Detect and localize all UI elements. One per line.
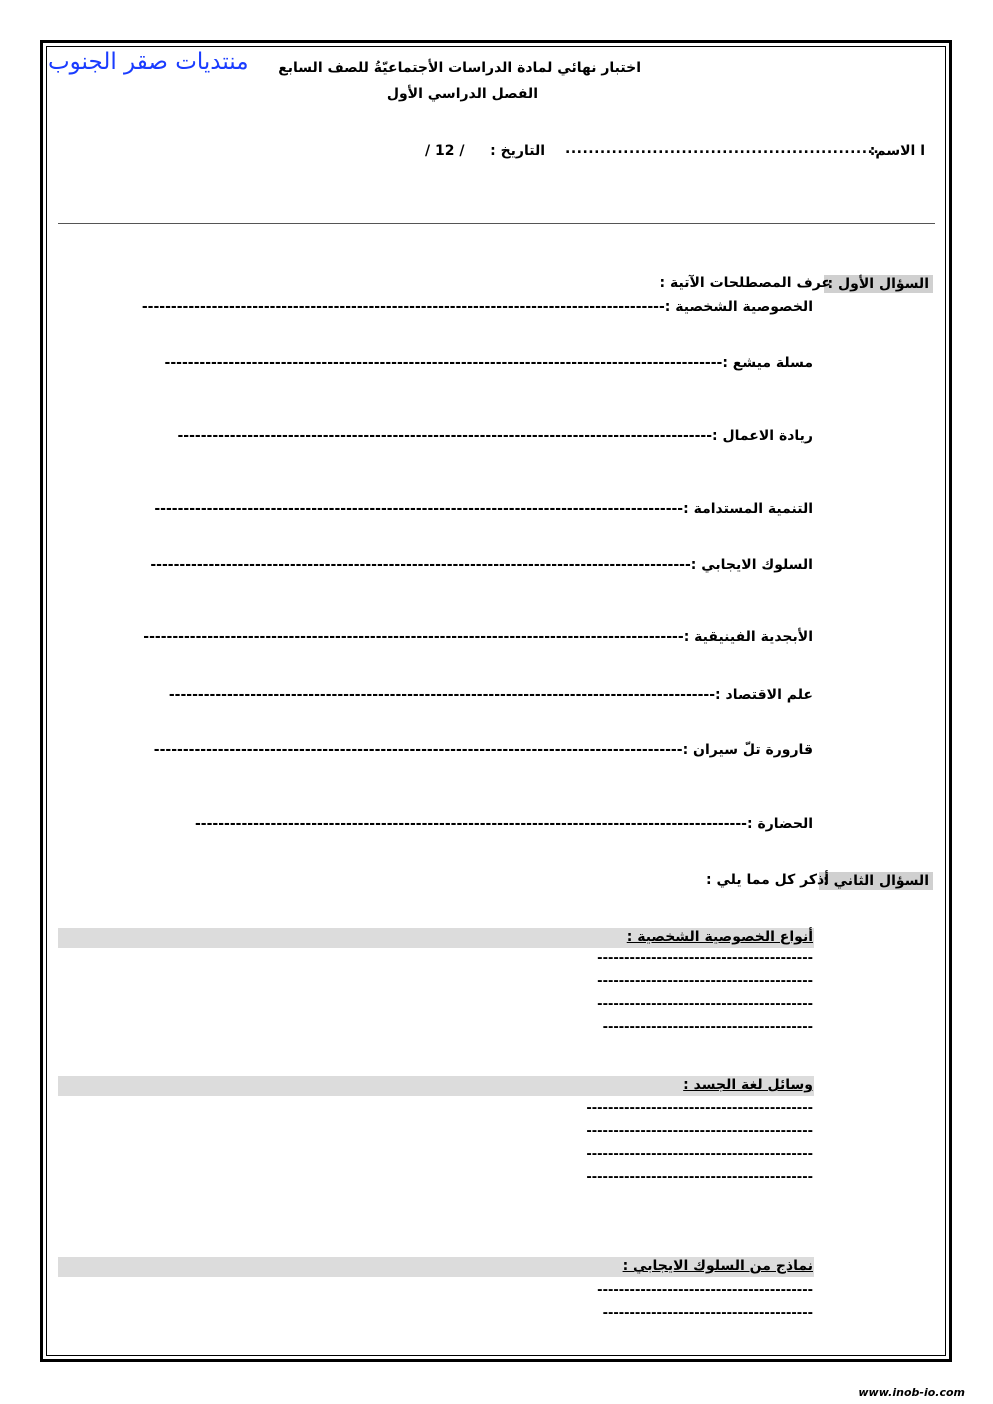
section-heading: أنواع الخصوصية الشخصية :	[626, 929, 813, 945]
section-heading: وسائل لغة الجسد :	[683, 1077, 813, 1093]
answer-dashes: ------------------------------------------------------------------------------------------	[141, 299, 665, 315]
term-row	[195, 816, 813, 832]
term-row	[143, 629, 813, 645]
date-label: التاريخ :	[490, 143, 545, 159]
term-row	[169, 687, 813, 703]
term-label: ريادة الاعمال :	[712, 428, 813, 444]
answer-line: ----------------------------------------	[597, 997, 813, 1012]
term-row	[142, 299, 813, 315]
answer-line: ----------------------------------------	[597, 951, 813, 966]
section-heading: نماذج من السلوك الايجابي :	[622, 1258, 813, 1274]
answer-line: ---------------------------------------	[602, 1020, 813, 1035]
term-label: الخصوصية الشخصية :	[664, 299, 813, 315]
date-value: / 12 /	[425, 143, 465, 159]
answer-line: ------------------------------------------	[586, 1147, 813, 1162]
name-field-dots: ......................................................	[565, 141, 880, 157]
answer-line: ----------------------------------------	[597, 974, 813, 989]
term-label: الأبجدية الفينيقية :	[683, 629, 813, 645]
answer-dashes: ------------------------------------------------------------------------------------------------	[164, 355, 723, 371]
answer-line: ------------------------------------------	[586, 1124, 813, 1139]
footer-url: www.inob-io.com	[858, 1386, 965, 1399]
term-label: السلوك الايجابي :	[690, 557, 813, 573]
question2-instruction: أذكر كل مما يلي :	[705, 872, 829, 888]
answer-dashes: -------------------------------------------------------------------------------------------	[153, 742, 683, 758]
answer-line: ----------------------------------------	[597, 1283, 813, 1298]
question2-label: السؤال الثاني :	[819, 872, 933, 890]
question1-label: السؤال الأول :	[824, 275, 933, 293]
answer-dashes: ---------------------------------------------------------------------------------------------	[150, 557, 691, 573]
term-row	[150, 557, 813, 573]
forum-watermark: منتديات صقر الجنوب	[48, 49, 249, 75]
exam-title: اختبار نهائي لمادة الدراسات الأجتماعيّةُ للصف السابع	[278, 60, 641, 76]
term-label: قارورة تلّ سيران :	[682, 742, 813, 758]
name-label: ا الاسم:	[869, 143, 925, 159]
term-row	[165, 355, 813, 371]
answer-dashes: ----------------------------------------------------------------------------------------------	[168, 687, 716, 703]
answer-line: ------------------------------------------	[586, 1101, 813, 1116]
answer-dashes: -----------------------------------------------------------------------------------------------	[194, 816, 747, 832]
term-label: الحضارة :	[747, 816, 813, 832]
term-row	[154, 742, 813, 758]
answer-line: ---------------------------------------	[602, 1306, 813, 1321]
answer-dashes: --------------------------------------------------------------------------------------------	[177, 428, 713, 444]
term-label: التنمية المستدامة :	[683, 501, 813, 517]
term-row	[177, 428, 813, 444]
answer-line: ------------------------------------------	[586, 1170, 813, 1185]
term-label: علم الاقتصاد :	[715, 687, 813, 703]
term-row	[154, 501, 813, 517]
exam-subtitle: الفصل الدراسي الأول	[386, 86, 538, 102]
answer-dashes: -------------------------------------------------------------------------------------------	[154, 501, 684, 517]
term-label: مسلة ميشع :	[722, 355, 813, 371]
question1-instruction: عرف المصطلحات الآتية :	[659, 275, 831, 291]
answer-dashes: ---------------------------------------------------------------------------------------------	[143, 629, 684, 645]
header-divider	[58, 223, 935, 224]
